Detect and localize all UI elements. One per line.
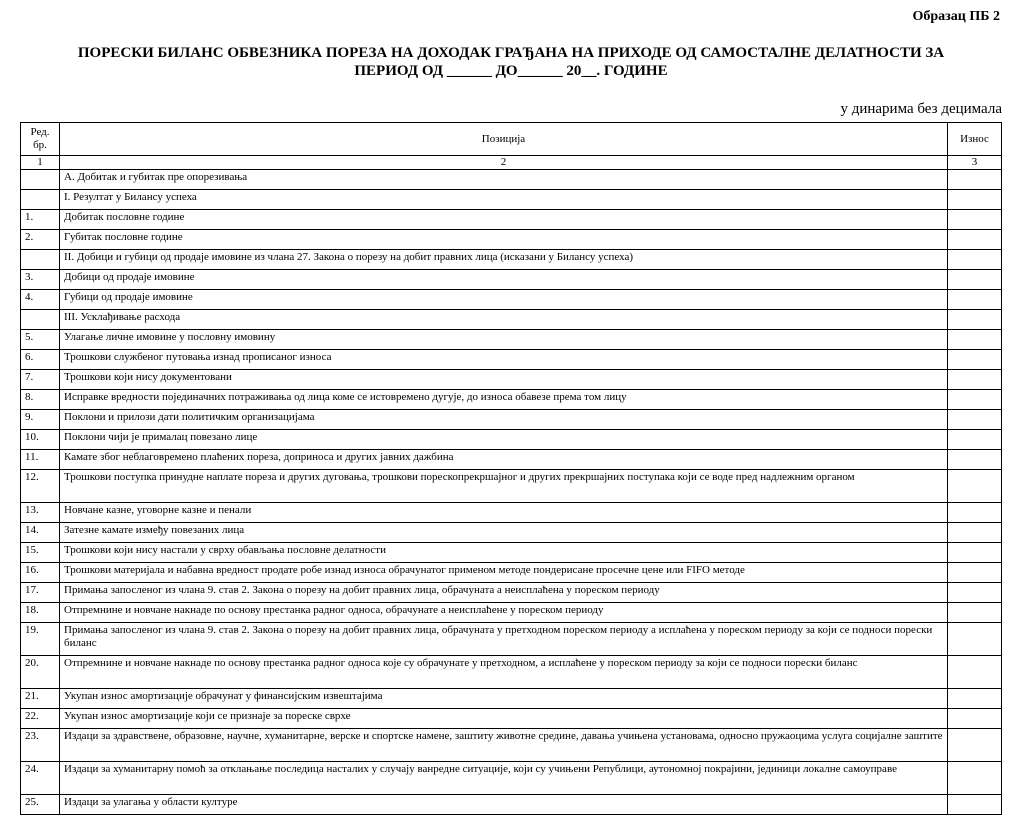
position-text: Отпремнине и новчане накнаде по основу престанка радног односа које су обрачунате у претходном, а исплаћене у пореском периоду за који се подноси порески биланс bbox=[60, 656, 948, 689]
amount-cell[interactable] bbox=[948, 210, 1002, 230]
amount-cell[interactable] bbox=[948, 370, 1002, 390]
row-number: 8. bbox=[21, 390, 60, 410]
column-number-2: 2 bbox=[60, 156, 948, 170]
row-number: 9. bbox=[21, 410, 60, 430]
position-text: Издаци за здравствене, образовне, научне, хуманитарне, верске и спортске намене, заштиту животне средине, давања учињена установама, односно пружаоцима услуга социјалне заштите bbox=[60, 729, 948, 762]
position-text: Поклони и прилози дати политичким организацијама bbox=[60, 410, 948, 430]
position-text: Улагање личне имовине у пословну имовину bbox=[60, 330, 948, 350]
amount-cell[interactable] bbox=[948, 250, 1002, 270]
header-row-number: Ред. бр. bbox=[21, 123, 60, 156]
table-row bbox=[21, 290, 1002, 310]
row-number bbox=[21, 190, 60, 210]
amount-cell[interactable] bbox=[948, 430, 1002, 450]
amount-cell[interactable] bbox=[948, 330, 1002, 350]
amount-cell[interactable] bbox=[948, 795, 1002, 815]
amount-cell[interactable] bbox=[948, 310, 1002, 330]
table-row bbox=[21, 270, 1002, 290]
column-number-3: 3 bbox=[948, 156, 1002, 170]
amount-cell[interactable] bbox=[948, 729, 1002, 762]
table-row bbox=[21, 762, 1002, 795]
row-number: 22. bbox=[21, 709, 60, 729]
title-line-1: ПОРЕСКИ БИЛАНС ОБВЕЗНИКА ПОРЕЗА НА ДОХОДАК ГРАЂАНА НА ПРИХОДЕ ОД САМОСТАЛНЕ ДЕЛАТНОСТИ ЗА bbox=[77, 45, 945, 61]
section-heading: III. Усклађивање расхода bbox=[60, 310, 948, 330]
position-text: Трошкови који нису документовани bbox=[60, 370, 948, 390]
amount-cell[interactable] bbox=[948, 543, 1002, 563]
table-row bbox=[21, 310, 1002, 330]
amount-cell[interactable] bbox=[948, 170, 1002, 190]
amount-cell[interactable] bbox=[948, 583, 1002, 603]
position-text: Примања запосленог из члана 9. став 2. Закона о порезу на добит правних лица, обрачуната а неисплаћена у пореском периоду bbox=[60, 583, 948, 603]
row-number: 18. bbox=[21, 603, 60, 623]
table-row bbox=[21, 330, 1002, 350]
document-title bbox=[10, 44, 1012, 80]
table-row bbox=[21, 370, 1002, 390]
row-number bbox=[21, 250, 60, 270]
row-number: 6. bbox=[21, 350, 60, 370]
units-note: у динарима без децимала bbox=[840, 101, 1002, 117]
amount-cell[interactable] bbox=[948, 410, 1002, 430]
table-row bbox=[21, 543, 1002, 563]
table-row bbox=[21, 563, 1002, 583]
table-row bbox=[21, 430, 1002, 450]
position-text: Затезне камате између повезаних лица bbox=[60, 523, 948, 543]
title-line-2: ПЕРИОД ОД ______ ДО______ 20__. ГОДИНЕ bbox=[354, 63, 668, 79]
amount-cell[interactable] bbox=[948, 762, 1002, 795]
section-heading: II. Добици и губици од продаје имовине из члана 27. Закона о порезу на добит правних лица (исказани у Билансу успеха) bbox=[60, 250, 948, 270]
table-row bbox=[21, 689, 1002, 709]
form-code: Образац ПБ 2 bbox=[912, 9, 1000, 24]
row-number: 7. bbox=[21, 370, 60, 390]
table-row bbox=[21, 656, 1002, 689]
amount-cell[interactable] bbox=[948, 190, 1002, 210]
column-number-1: 1 bbox=[21, 156, 60, 170]
row-number bbox=[21, 310, 60, 330]
position-text: Издаци за хуманитарну помоћ за отклањање последица насталих у случају ванредне ситуације, који су учињени Републици, аутономној покрајини, јединици локалне самоуправе bbox=[60, 762, 948, 795]
table-row bbox=[21, 190, 1002, 210]
position-text: Добитак пословне године bbox=[60, 210, 948, 230]
row-number: 13. bbox=[21, 503, 60, 523]
row-number: 12. bbox=[21, 470, 60, 503]
position-text: Трошкови поступка принудне наплате пореза и других дуговања, трошкови порескопрекршајног и других прекршајних поступака који се воде пред надлежним органом bbox=[60, 470, 948, 503]
position-text: Примања запосленог из члана 9. став 2. Закона о порезу на добит правних лица, обрачуната у претходном пореском периоду а исплаћена у пореском периоду за који се подноси порески биланс bbox=[60, 623, 948, 656]
table-row bbox=[21, 583, 1002, 603]
row-number: 24. bbox=[21, 762, 60, 795]
table-row bbox=[21, 709, 1002, 729]
position-text: Камате због неблаговремено плаћених пореза, доприноса и других јавних дажбина bbox=[60, 450, 948, 470]
position-text: Добици од продаје имовине bbox=[60, 270, 948, 290]
amount-cell[interactable] bbox=[948, 350, 1002, 370]
row-number: 11. bbox=[21, 450, 60, 470]
position-text: Губици од продаје имовине bbox=[60, 290, 948, 310]
row-number: 1. bbox=[21, 210, 60, 230]
row-number bbox=[21, 170, 60, 190]
table-row bbox=[21, 390, 1002, 410]
row-number: 3. bbox=[21, 270, 60, 290]
amount-cell[interactable] bbox=[948, 656, 1002, 689]
row-number: 14. bbox=[21, 523, 60, 543]
row-number: 10. bbox=[21, 430, 60, 450]
table-row bbox=[21, 250, 1002, 270]
table-row bbox=[21, 623, 1002, 656]
header-row bbox=[21, 123, 1002, 156]
position-text: Укупан износ амортизације обрачунат у финансијским извештајима bbox=[60, 689, 948, 709]
row-number: 15. bbox=[21, 543, 60, 563]
table-row bbox=[21, 230, 1002, 250]
amount-cell[interactable] bbox=[948, 523, 1002, 543]
table-row bbox=[21, 603, 1002, 623]
position-text: Губитак пословне године bbox=[60, 230, 948, 250]
amount-cell[interactable] bbox=[948, 270, 1002, 290]
section-heading: А. Добитак и губитак пре опорезивања bbox=[60, 170, 948, 190]
position-text: Трошкови који нису настали у сврху обављања пословне делатности bbox=[60, 543, 948, 563]
amount-cell[interactable] bbox=[948, 450, 1002, 470]
table-row bbox=[21, 350, 1002, 370]
amount-cell[interactable] bbox=[948, 230, 1002, 250]
table-row bbox=[21, 729, 1002, 762]
row-number: 19. bbox=[21, 623, 60, 656]
position-text: Укупан износ амортизације који се признаје за пореске сврхе bbox=[60, 709, 948, 729]
amount-cell[interactable] bbox=[948, 689, 1002, 709]
amount-cell[interactable] bbox=[948, 603, 1002, 623]
amount-cell[interactable] bbox=[948, 290, 1002, 310]
row-number: 5. bbox=[21, 330, 60, 350]
table-row bbox=[21, 410, 1002, 430]
row-number: 2. bbox=[21, 230, 60, 250]
amount-cell[interactable] bbox=[948, 503, 1002, 523]
row-number: 17. bbox=[21, 583, 60, 603]
position-text: Исправке вредности појединачних потраживања од лица коме се истовремено дугује, до износа обавезе према том лицу bbox=[60, 390, 948, 410]
position-text: Трошкови материјала и набавна вредност продате робе изнад износа обрачунатог применом методе пондерисане просечне цене или FIFO методе bbox=[60, 563, 948, 583]
amount-cell[interactable] bbox=[948, 623, 1002, 656]
row-number: 25. bbox=[21, 795, 60, 815]
row-number: 21. bbox=[21, 689, 60, 709]
column-number-row bbox=[21, 156, 1002, 170]
row-number: 20. bbox=[21, 656, 60, 689]
amount-cell[interactable] bbox=[948, 470, 1002, 503]
section-heading: I. Резултат у Билансу успеха bbox=[60, 190, 948, 210]
table-row bbox=[21, 523, 1002, 543]
position-text: Отпремнине и новчане накнаде по основу престанка радног односа, обрачунате а неисплаћене у пореском периоду bbox=[60, 603, 948, 623]
tax-balance-table bbox=[20, 122, 1002, 815]
amount-cell[interactable] bbox=[948, 563, 1002, 583]
row-number: 23. bbox=[21, 729, 60, 762]
table-row bbox=[21, 795, 1002, 815]
header-position: Позиција bbox=[60, 123, 948, 156]
amount-cell[interactable] bbox=[948, 709, 1002, 729]
position-text: Поклони чији је прималац повезано лице bbox=[60, 430, 948, 450]
amount-cell[interactable] bbox=[948, 390, 1002, 410]
position-text: Издаци за улагања у области културе bbox=[60, 795, 948, 815]
table-row bbox=[21, 470, 1002, 503]
header-amount: Износ bbox=[948, 123, 1002, 156]
table-row bbox=[21, 170, 1002, 190]
position-text: Новчане казне, уговорне казне и пенали bbox=[60, 503, 948, 523]
row-number: 16. bbox=[21, 563, 60, 583]
table-row bbox=[21, 210, 1002, 230]
row-number: 4. bbox=[21, 290, 60, 310]
position-text: Трошкови службеног путовања изнад прописаног износа bbox=[60, 350, 948, 370]
table-row bbox=[21, 503, 1002, 523]
table-row bbox=[21, 450, 1002, 470]
